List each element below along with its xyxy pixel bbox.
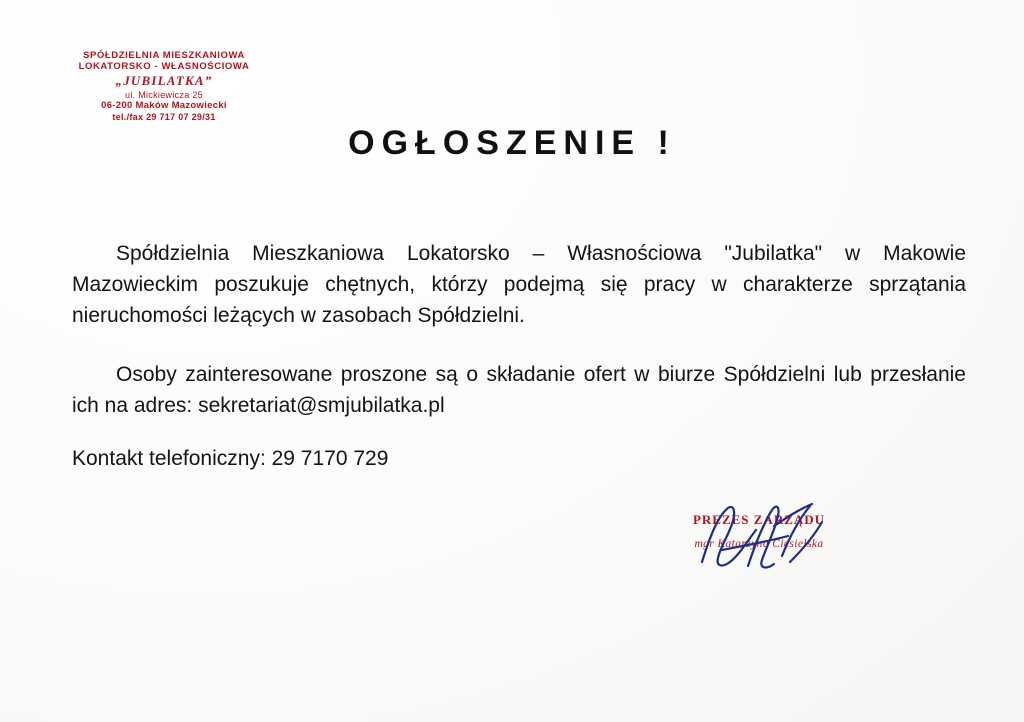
paragraph-spacer bbox=[72, 331, 966, 359]
paragraph-spacer-2 bbox=[72, 421, 966, 443]
letterhead bbox=[64, 50, 264, 122]
letterhead-line-2: LOKATORSKO - WŁASNOŚCIOWA bbox=[78, 61, 250, 73]
signature-block bbox=[644, 512, 874, 550]
paragraph-offer bbox=[72, 238, 966, 331]
page-title: OGŁOSZENIE ! bbox=[348, 124, 676, 162]
letterhead-street: ul. Mickiewicza 25 bbox=[125, 89, 203, 100]
paragraph-contact-instructions bbox=[72, 359, 966, 421]
document-body bbox=[72, 238, 966, 474]
letterhead-cooperative-name: „JUBILATKA” bbox=[115, 73, 213, 89]
letterhead-line-1: SPÓŁDZIELNIA MIESZKANIOWA bbox=[83, 50, 245, 61]
paragraph-offer-text: Spółdzielnia Mieszkaniowa Lokatorsko – Własnościowa "Jubilatka" w Makowie Mazowieckim poszukuje chętnych, którzy podejmą się pracy w charakterze sprzątania nieruchomości leżących w zasobach Spółdzielni. bbox=[72, 242, 966, 328]
letterhead-phone: tel./fax 29 717 07 29/31 bbox=[112, 111, 216, 122]
signature-title: PREZES ZARZĄDU bbox=[692, 512, 826, 527]
letterhead-city: 06-200 Maków Mazowiecki bbox=[101, 100, 227, 112]
paragraph-contact-instructions-text: Osoby zainteresowane proszone są o składanie ofert w biurze Spółdzielni lub przesłanie ich na adres: sekretariat@smjubilatka.pl bbox=[72, 363, 966, 418]
paragraph-phone: Kontakt telefoniczny: 29 7170 729 bbox=[72, 447, 389, 471]
signature-name: mgr Katarzyna Ciesielska bbox=[694, 538, 824, 550]
